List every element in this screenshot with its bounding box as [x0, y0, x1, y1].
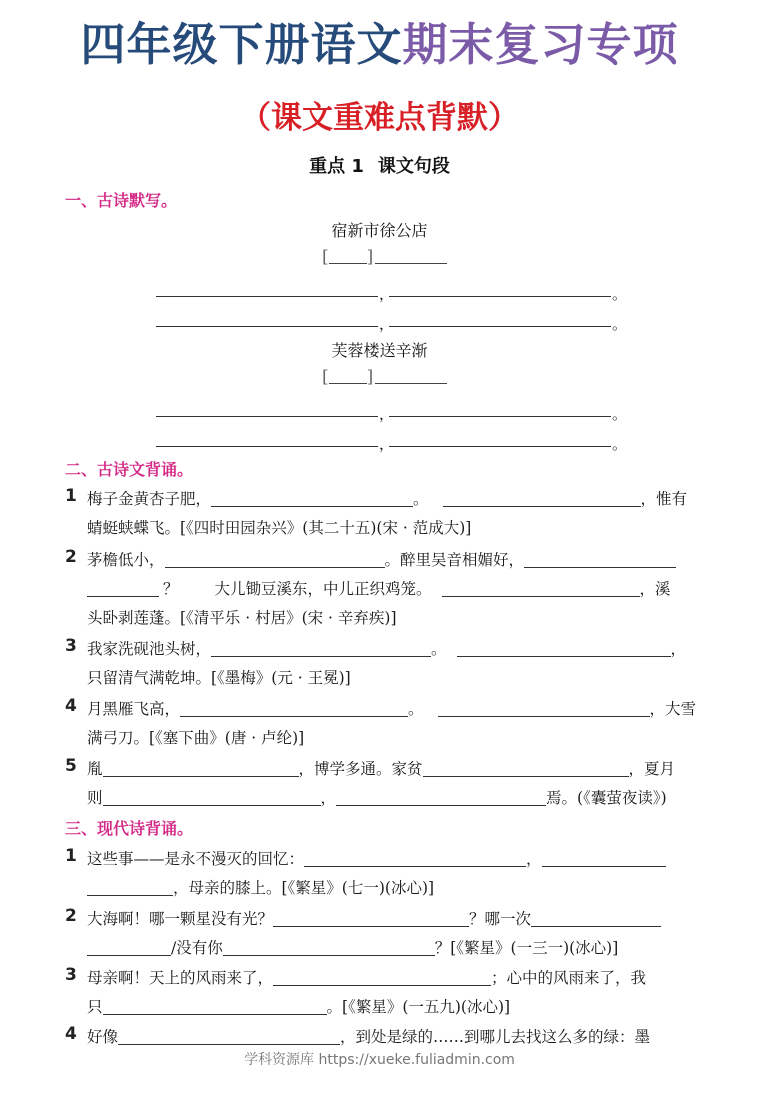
comma: ，: [379, 285, 395, 303]
item-line: 我家洗砚池头树， 。 ，: [87, 640, 687, 658]
page-subtitle: （课文重难点背默）: [240, 100, 519, 136]
answer-blank[interactable]: [87, 939, 171, 956]
poem-1-line-2-blank[interactable]: [389, 296, 611, 297]
answer-blank[interactable]: [273, 969, 491, 986]
poem-1-dynasty-author-blank[interactable]: [ ]: [322, 247, 447, 267]
answer-blank[interactable]: [103, 998, 327, 1015]
item-number: 2: [65, 547, 77, 567]
section-2-heading: 二、古诗文背诵。: [65, 460, 194, 479]
item-line: 母亲啊！天上的风雨来了， ；心中的风雨来了，我: [87, 969, 647, 987]
answer-blank[interactable]: [443, 490, 641, 507]
answer-blank[interactable]: [304, 850, 526, 867]
answer-blank[interactable]: [442, 580, 640, 597]
item-number: 2: [65, 906, 77, 926]
item-number: 3: [65, 636, 77, 656]
title-grade-subject: 四年级下册语文: [80, 18, 403, 71]
comma: ，: [379, 435, 395, 453]
item-number: 4: [65, 1024, 77, 1044]
answer-blank[interactable]: [223, 939, 435, 956]
comma: ，: [379, 315, 395, 333]
source-watermark: 学科资源库 https://xueke.fuliadmin.com: [244, 1052, 515, 1068]
answer-blank[interactable]: [524, 551, 676, 568]
answer-blank[interactable]: [211, 490, 413, 507]
comma: ，: [379, 405, 395, 423]
item-line: 茅檐低小， 。醉里吴音相媚好，: [87, 548, 676, 570]
answer-blank[interactable]: [165, 551, 385, 568]
item-number: 1: [65, 486, 77, 506]
poem-2-dynasty-author-blank[interactable]: [ ]: [322, 367, 447, 387]
item-line: 只 。[《繁星》(一五九)(冰心)]: [87, 998, 511, 1016]
item-line: 蜻蜓蛱蝶飞。[《四时田园杂兴》(其二十五)(宋 · 范成大)]: [87, 519, 472, 537]
key-point-title: 课文句段: [377, 156, 450, 177]
item-line: 大海啊！哪一颗星没有光？ ？哪一次: [87, 907, 661, 929]
item-line: 满弓刀。[《塞下曲》(唐 · 卢纶)]: [87, 729, 305, 747]
poem-1-title: 宿新市徐公店: [331, 221, 428, 240]
key-point-number: 重点 1: [309, 156, 364, 177]
answer-blank[interactable]: [423, 760, 629, 777]
period: 。: [612, 285, 628, 303]
poem-2-line-3-blank[interactable]: [156, 446, 378, 447]
title-review-topic: 期末复习专项: [402, 18, 679, 71]
item-line: 头卧剥莲蓬。[《清平乐 · 村居》(宋 · 辛弃疾)]: [87, 609, 397, 627]
item-line: 梅子金黄杏子肥， 。 ，惟有: [87, 490, 688, 508]
answer-blank[interactable]: [438, 700, 650, 717]
item-line: 好像 ，到处是绿的……到哪儿去找这么多的绿：墨: [87, 1028, 651, 1046]
item-line: /没有你 ？[《繁星》(一三一)(冰心)]: [87, 936, 618, 958]
poem-1-line-3-blank[interactable]: [156, 326, 378, 327]
item-line: 胤 ，博学多通。家贫 ，夏月: [87, 760, 676, 778]
poem-2-line-2-blank[interactable]: [389, 416, 611, 417]
period: 。: [612, 405, 628, 423]
poem-2-line-4-blank[interactable]: [389, 446, 611, 447]
poem-1-line-4-blank[interactable]: [389, 326, 611, 327]
page-title: [0, 8, 759, 73]
item-number: 5: [65, 756, 77, 776]
answer-blank[interactable]: [180, 700, 408, 717]
answer-blank[interactable]: [542, 850, 666, 867]
period: 。: [612, 315, 628, 333]
section-1-heading: 一、古诗默写。: [65, 191, 178, 210]
item-line: ？ 大儿锄豆溪东，中儿正织鸡笼。 ，溪: [87, 577, 671, 599]
item-number: 3: [65, 965, 77, 985]
answer-blank[interactable]: [118, 1028, 340, 1045]
poem-2-line-1-blank[interactable]: [156, 416, 378, 417]
answer-blank[interactable]: [103, 789, 321, 806]
item-line: 月黑雁飞高， 。 ，大雪: [87, 700, 697, 718]
answer-blank[interactable]: [457, 640, 671, 657]
item-line: 则 ， 焉。(《囊萤夜读》): [87, 789, 667, 807]
poem-1-line-1-blank[interactable]: [156, 296, 378, 297]
answer-blank[interactable]: [531, 910, 661, 927]
key-point-heading: [0, 152, 759, 178]
answer-blank[interactable]: [103, 760, 299, 777]
answer-blank[interactable]: [87, 580, 159, 597]
period: 。: [612, 435, 628, 453]
item-line: 只留清气满乾坤。[《墨梅》(元 · 王冕)]: [87, 669, 351, 687]
answer-blank[interactable]: [211, 640, 431, 657]
item-number: 4: [65, 696, 77, 716]
answer-blank[interactable]: [87, 879, 173, 896]
item-line: 这些事——是永不漫灭的回忆： ，: [87, 847, 666, 869]
section-3-heading: 三、现代诗背诵。: [65, 819, 194, 838]
item-number: 1: [65, 846, 77, 866]
poem-2-title: 芙蓉楼送辛渐: [331, 341, 428, 360]
answer-blank[interactable]: [273, 910, 469, 927]
answer-blank[interactable]: [336, 789, 546, 806]
item-line: ，母亲的膝上。[《繁星》(七一)(冰心)]: [87, 876, 434, 898]
